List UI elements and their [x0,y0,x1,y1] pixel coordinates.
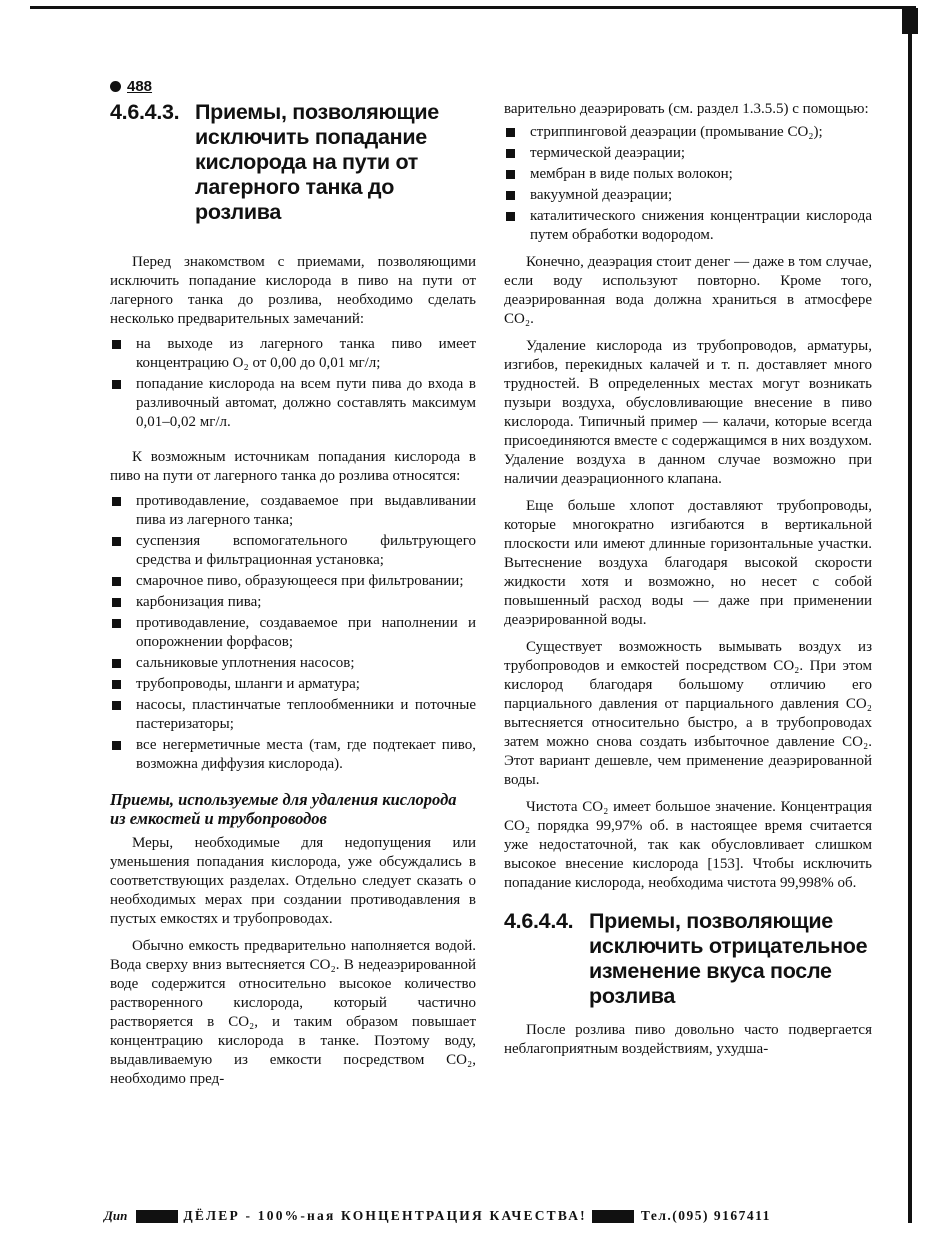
paragraph: Чистота CO₂ имеет большое значение. Концентрация CO₂ порядка 99,97% об. в настоящее время считается уже недостаточной, так как обусловливает слишком высокое внесение кислорода [153]. Чтобы исключить попадание кислорода, необходима чистота 99,998% об. [504,799,872,891]
top-border-rule [30,6,916,9]
bullet-icon [112,497,121,506]
list-item: насосы, пластинчатые теплообменники и поточные пастеризаторы; [110,696,476,734]
bullet-icon [112,537,121,546]
list-item: суспензия вспомогательного фильтрующего средства и фильтрационная установка; [110,532,476,570]
list-item: карбонизация пива; [110,593,476,612]
footer-phone: Тел.(095) 9167411 [640,1208,771,1223]
bullet-icon [506,191,515,200]
page-number-text: 488 [127,78,153,95]
paragraph: Перед знакомством с приемами, позволяющими исключить попадание кислорода в пиво на пути от лагерного танка до розлива, необходимо сделать несколько предварительных замечаний: [110,254,476,327]
bullet-icon [506,149,515,158]
list-item: мембран в виде полых волокон; [504,165,872,184]
page-number [110,78,152,95]
remarks-list [110,335,476,432]
bullet-icon [112,619,121,628]
list-item: попадание кислорода на всем пути пива до входа в разливочный автомат, должно составлять максимум 0,01–0,02 мг/л. [110,375,476,432]
list-item: термической деаэрации; [504,144,872,163]
bullet-icon [112,741,121,750]
paragraph: Конечно, деаэрация стоит денег — даже в том случае, если воду используют повторно. Кроме того, деаэрированная вода должна храниться в атмосфере CO₂. [504,254,872,327]
bullet-icon [112,380,121,389]
bullet-icon [506,212,515,221]
bullet-icon [112,577,121,586]
list-item: сальниковые уплотнения насосов; [110,654,476,673]
bullet-icon [506,170,515,179]
list-item: смарочное пиво, образующееся при фильтровании; [110,572,476,591]
bullet-icon [506,128,515,137]
list-item: противодавление, создаваемое при выдавливании пива из лагерного танка; [110,492,476,530]
paragraph: Удаление кислорода из трубопроводов, арматуры, изгибов, перекидных калачей и т. п. доставляет много трудностей. В определенных местах могут возникать пузыри воздуха, обусловливающие внесение в пиво кислорода. Типичный пример — калачи, которые всегда присоединяются вместе с содержащимся в них воздухом. Удаление воздуха в данном случае возможно при наличии деаэрационного клапана. [504,338,872,487]
paragraph: Обычно емкость предварительно наполняется водой. Вода сверху вниз вытесняется CO₂. В недеаэрированной воде содержится относительно высокое количество растворенного кислорода, который частично растворяется в CO₂, и таким образом повышает концентрацию кислорода в танке. Поэтому воду, выдавливаемую из емкости посредством CO₂, необходимо пред- [110,938,476,1087]
bullet-icon [112,701,121,710]
bullet-icon [112,680,121,689]
section-heading-4-6-4-3 [110,100,476,225]
list-item: все негерметичные места (там, где подтекает пиво, возможна диффузия кислорода). [110,736,476,774]
page-marker-icon [110,81,121,92]
list-item: противодавление, создаваемое при наполнении и опорожнении форфасов; [110,614,476,652]
paragraph: варительно деаэрировать (см. раздел 1.3.5.5) с помощью: [504,101,869,117]
paragraph: Существует возможность вымывать воздух из трубопроводов и емкостей посредством CO₂. При этом кислород благодаря большому отличию его парциального давления от парциального давления CO₂ вытесняется относительно быстро, а в трубопроводах затем можно снова создать избыточное давление CO₂. Этот вариант дешевле, чем применение деаэрированной воды. [504,639,872,788]
right-column [504,100,872,1059]
list-item: трубопроводы, шланги и арматура; [110,675,476,694]
subsection-heading: Приемы, используемые для удаления кислорода из емкостей и трубопроводов [110,790,457,828]
list-item: каталитического снижения концентрации кислорода путем обработки водородом. [504,207,872,245]
paragraph: Меры, необходимые для недопущения или уменьшения попадания кислорода, уже обсуждались в соответствующих разделах. Отдельно следует сказать о необходимых мерах при создании противодавления в пустых емкостях и трубопроводах. [110,835,476,927]
section-number: 4.6.4.4. [504,909,574,933]
bullet-icon [112,340,121,349]
paragraph: Еще больше хлопот доставляют трубопроводы, которые многократно изгибаются в вертикальной плоскости или имеют длинные горизонтальные участки. Вытеснение воздуха благодаря высокой скорости жидкости хотя и возможно, но несет с собой повышенный расход воды — даже при применении деаэрированной воды. [504,498,872,628]
section-title: Приемы, позволяющие исключить попадание кислорода на пути от лагерного танка до розлива [195,100,439,224]
deaeration-methods-list [504,123,872,245]
list-item: на выходе из лагерного танка пиво имеет концентрацию O₂ от 0,00 до 0,01 мг/л; [110,335,476,373]
paragraph: К возможным источникам попадания кислорода в пиво на пути от лагерного танка до розлива относятся: [110,449,476,484]
list-item: стриппинговой деаэрации (промывание CO₂); [504,123,872,142]
oxygen-sources-list [110,492,476,774]
section-heading-4-6-4-4 [504,909,872,1009]
right-border-rule [908,8,912,1223]
footer-slogan: ДЁЛЕР - 100%-ная КОНЦЕНТРАЦИЯ КАЧЕСТВА! [183,1208,587,1223]
footer-advertisement [104,1205,874,1227]
black-bar-decoration [592,1210,634,1223]
black-bar-decoration [136,1210,178,1223]
bullet-icon [112,598,121,607]
bullet-icon [112,659,121,668]
section-number: 4.6.4.3. [110,100,180,124]
paragraph: После розлива пиво довольно часто подвергается неблагоприятным воздействиям, ухудша- [504,1022,872,1057]
list-item: вакуумной деаэрации; [504,186,872,205]
publisher-logo: Дип [104,1208,128,1223]
section-title: Приемы, позволяющие исключить отрицательное изменение вкуса после розлива [589,909,868,1008]
left-column [110,100,476,1089]
